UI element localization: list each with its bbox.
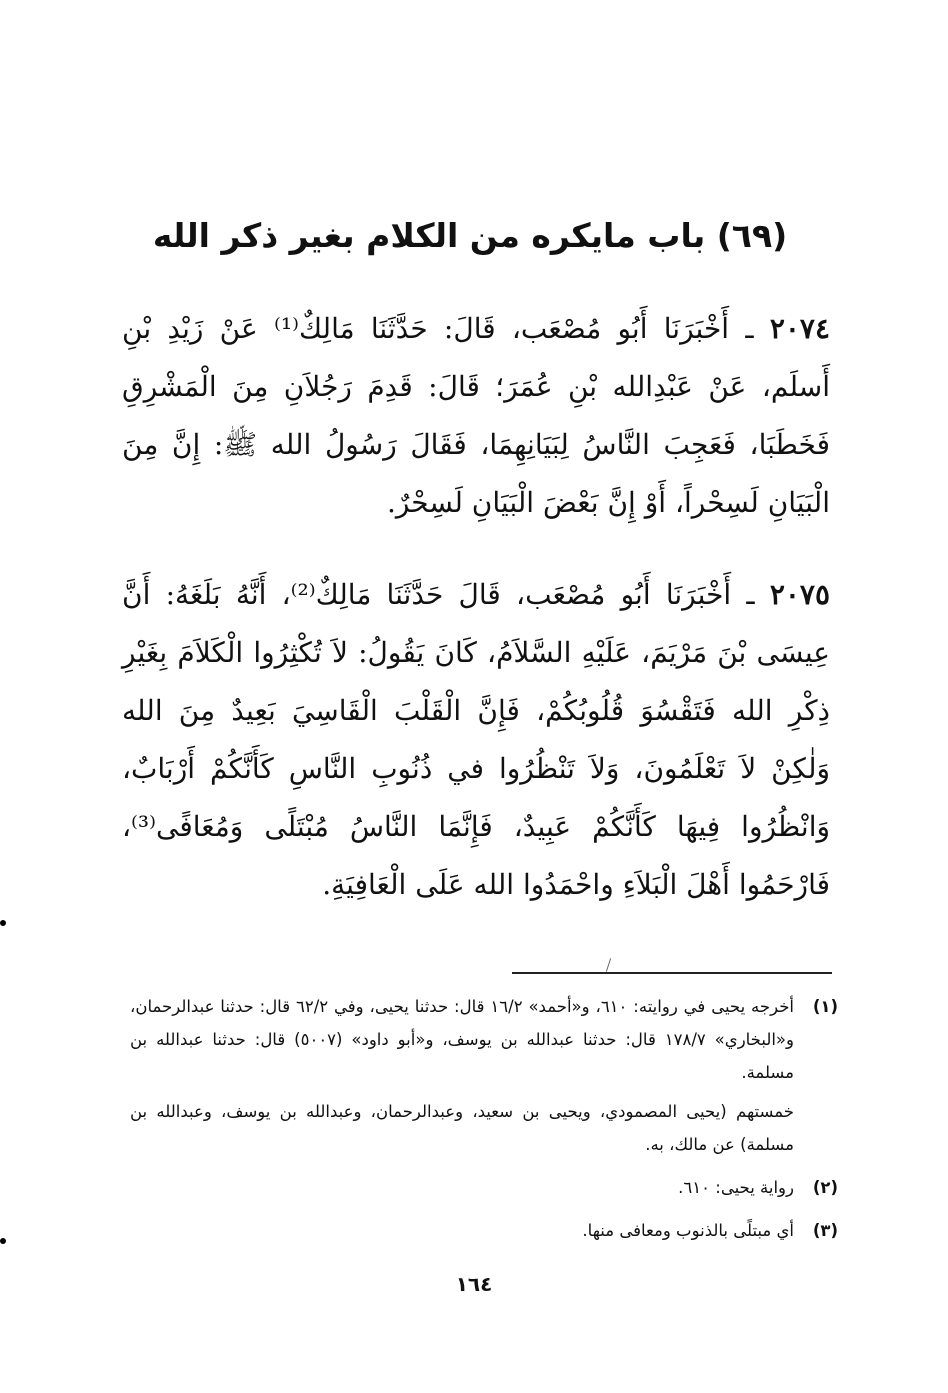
- footnote-paragraph: أي مبتلًى بالذنوب ومعافى منها.: [582, 1221, 794, 1240]
- footnotes: [130, 990, 838, 1257]
- footnote-body: [130, 1214, 794, 1253]
- footnote-marker: (٢): [812, 1178, 838, 1197]
- hadith-2075: [122, 566, 830, 914]
- hadith-2074: [122, 300, 830, 532]
- hadith-separator: ـ: [731, 578, 770, 611]
- footnote-paragraph: خمستهم (يحيى المصمودي، ويحيى بن سعيد، وعبدالرحمان، وعبدالله بن يوسف، وعبدالله بن مسلمة) عن مالك، به.: [130, 1102, 794, 1154]
- scan-margin-dot: [0, 1238, 6, 1244]
- footnote-1: [130, 990, 838, 1167]
- footnote-paragraph: رواية يحيى: ٦١٠.: [678, 1178, 794, 1197]
- footnote-body: [130, 990, 794, 1167]
- footnote-marker: (١): [812, 997, 838, 1016]
- footnote-marker: (٣): [812, 1221, 838, 1240]
- hadith-number: ٢٠٧٥: [769, 578, 830, 611]
- hadith-text: أَخْبَرَنَا أَبُو مُصْعَب، قَالَ حَدَّثَنَا مَالِكٌ⁽²⁾، أَنَّهُ بَلَغَهُ: أَنَّ عِيسَى بْنَ مَرْيَمَ، عَلَيْهِ السَّلاَمُ، كَانَ يَقُولُ: لاَ تُكْثِرُوا الْكَلاَمَ بِغَيْرِ ذِكْرِ الله فَتَقْسُوَ قُلُوبُكُمْ، فَإِنَّ الْقَلْبَ الْقَاسِيَ بَعِيدٌ مِنَ الله وَلٰكِنْ لاَ تَعْلَمُونَ، وَلاَ تَنْظُرُوا في ذُنُوبِ النَّاسِ كَأَنَّكُمْ أَرْبَابٌ، وَانْظُرُوا فِيهَا كَأَنَّكُمْ عَبِيدٌ، فَإِنَّمَا النَّاسُ مُبْتَلًى وَمُعَافًى⁽³⁾، فَارْحَمُوا أَهْلَ الْبَلاَءِ واحْمَدُوا الله عَلَى الْعَافِيَةِ.: [122, 578, 830, 901]
- hadith-number: ٢٠٧٤: [769, 312, 830, 345]
- footnote-3: [130, 1214, 838, 1253]
- hadith-text: أَخْبَرَنَا أَبُو مُصْعَب، قَالَ: حَدَّثَنَا مَالِكٌ⁽¹⁾ عَنْ زَيْدِ بْنِ أَسلَم، عَنْ عَبْدِالله بْنِ عُمَرَ؛ قَالَ: قَدِمَ رَجُلاَنِ مِنَ الْمَشْرِقِ فَخَطَبَا، فَعَجِبَ النَّاسُ لِبَيَانِهِمَا، فَقَالَ رَسُولُ الله ﷺ: إِنَّ مِنَ الْبَيَانِ لَسِحْراً، أَوْ إِنَّ بَعْضَ الْبَيَانِ لَسِحْرٌ.: [122, 312, 830, 519]
- scan-margin-dot: [0, 920, 6, 926]
- footnote-divider: [512, 972, 832, 974]
- chapter-title: (٦٩) باب مايكره من الكلام بغير ذكر الله: [152, 216, 788, 256]
- hadith-separator: ـ: [729, 312, 770, 345]
- footnote-2: [130, 1171, 838, 1210]
- footnote-paragraph: أخرجه يحيى في روايته: ٦١٠، و«أحمد» ١٦/٢ قال: حدثنا يحيى، وفي ٦٢/٢ قال: حدثنا عبدالرحمان، و«البخاري» ١٧٨/٧ قال: حدثنا عبدالله بن يوسف، و«أبو داود» (٥٠٠٧) قال: حدثنا عبدالله بن مسلمة.: [130, 997, 794, 1082]
- scan-mark: [606, 958, 611, 972]
- footnote-body: [130, 1171, 794, 1210]
- page-number: ١٦٤: [455, 1272, 493, 1296]
